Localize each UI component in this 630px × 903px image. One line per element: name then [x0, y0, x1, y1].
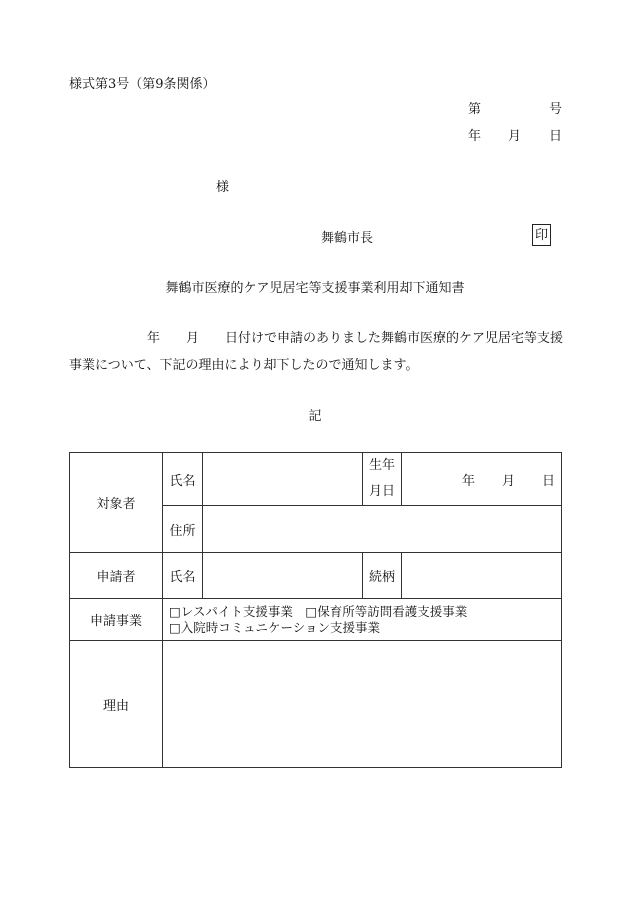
application-business-label: 申請事業: [70, 599, 163, 641]
document-number-suffix: 号: [549, 102, 563, 117]
sender-name: 舞鶴市長: [321, 231, 374, 246]
birthdate-label-line-1: 生年: [369, 458, 396, 473]
applicant-name-field[interactable]: [203, 553, 363, 599]
birthdate-field[interactable]: [402, 453, 562, 506]
applicant-label: 申請者: [70, 553, 163, 599]
notice-body-text: 年 月 日付けで申請のありました舞鶴市医療的ケア児居宅等支援事業について、下記の理由により却下したので通知します。: [69, 331, 564, 373]
document-number-prefix: 第: [468, 102, 482, 117]
applicant-name-label: 氏名: [163, 553, 203, 599]
application-business-options[interactable]: [163, 599, 562, 641]
subject-name-label: 氏名: [163, 453, 203, 506]
document-title: 舞鶴市医療的ケア児居宅等支援事業利用却下通知書: [165, 281, 465, 296]
birthdate-year-label: 年: [462, 474, 476, 489]
birthdate-label-line-2: 月日: [369, 484, 396, 499]
addressee-honorific: 様: [216, 180, 230, 195]
reason-field[interactable]: [163, 641, 562, 768]
birthdate-label: [363, 453, 402, 506]
issue-day-label: 日: [549, 129, 563, 144]
issue-year-label: 年: [468, 129, 482, 144]
reason-label: 理由: [70, 641, 163, 768]
business-options-line-2: □入院時コミュニケーション支援事業: [169, 619, 381, 635]
ki-heading: 記: [308, 409, 322, 424]
subject-label: 対象者: [70, 453, 163, 553]
relationship-label: 続柄: [363, 553, 402, 599]
form-number-label: 様式第3号（第9条関係）: [69, 77, 216, 92]
details-table: [69, 452, 562, 768]
birthdate-month-label: 月: [502, 474, 516, 489]
seal-stamp-box: 印: [532, 224, 551, 246]
birthdate-day-label: 日: [542, 474, 556, 489]
subject-address-field[interactable]: [203, 506, 562, 553]
subject-address-label: 住所: [163, 506, 203, 553]
subject-name-field[interactable]: [203, 453, 363, 506]
business-options-line-1: □レスパイト支援事業 □保育所等訪問看護支援事業: [169, 603, 468, 619]
issue-month-label: 月: [508, 129, 522, 144]
relationship-field[interactable]: [402, 553, 562, 599]
